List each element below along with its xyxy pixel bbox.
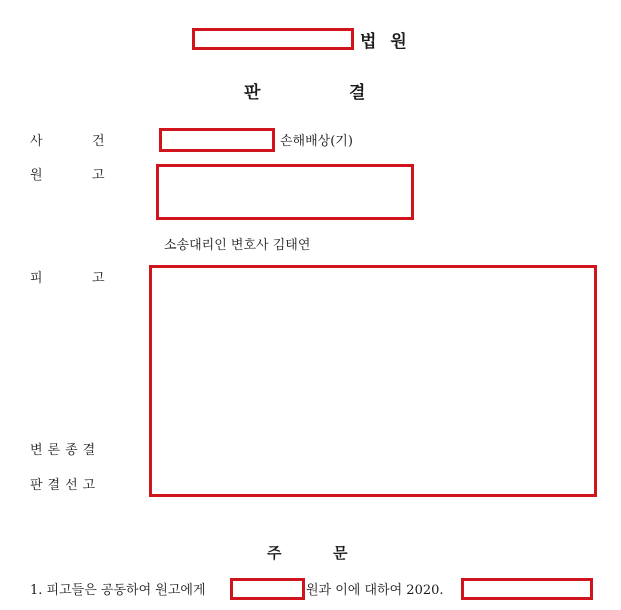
redacted-defendant-and-dates xyxy=(149,265,597,497)
plaintiff-counsel: 소송대리인 변호사 김태연 xyxy=(164,238,311,253)
order-title-right: 문 xyxy=(333,544,348,562)
judgment-date-label: 판결선고 xyxy=(30,478,101,493)
case-label-left: 사 xyxy=(30,134,43,149)
order-title-left: 주 xyxy=(267,544,282,562)
order-line1-prefix: 1. 피고들은 공동하여 원고에게 xyxy=(30,583,206,598)
closing-argument-label: 변론종결 xyxy=(30,443,101,458)
plaintiff-label-left: 원 xyxy=(30,168,43,183)
plaintiff-label-right: 고 xyxy=(92,168,105,183)
order-line1-mid: 원과 이에 대하여 2020. xyxy=(306,583,444,598)
case-type: 손해배상(기) xyxy=(280,134,353,149)
redacted-court-name xyxy=(192,28,354,50)
redacted-date xyxy=(461,578,593,600)
redacted-plaintiff xyxy=(156,164,414,220)
redacted-amount xyxy=(230,578,305,600)
court-suffix: 법 원 xyxy=(360,32,411,52)
document-title-left: 판 xyxy=(244,83,261,103)
document-title-right: 결 xyxy=(349,83,366,103)
redacted-case-number xyxy=(159,128,275,152)
defendant-label-left: 피 xyxy=(30,271,43,286)
defendant-label-right: 고 xyxy=(92,271,105,286)
case-label-right: 건 xyxy=(92,134,105,149)
